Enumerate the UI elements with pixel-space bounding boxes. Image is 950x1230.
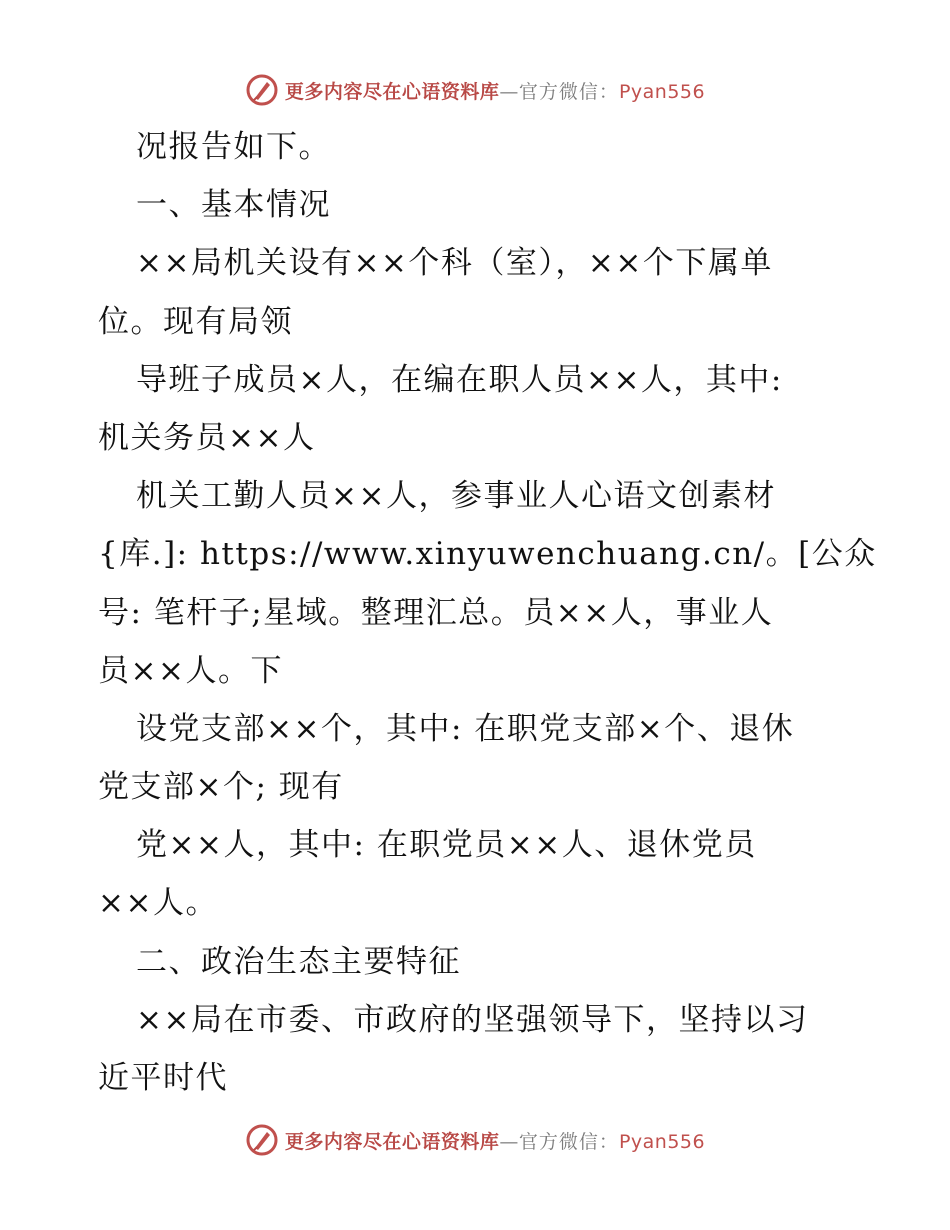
quill-pen-icon	[245, 1123, 279, 1157]
banner-wechat-handle: Pyan556	[618, 1130, 706, 1153]
banner-wechat-label: 官方微信：	[518, 80, 619, 103]
document-body	[98, 118, 877, 1107]
banner-title: 更多内容尽在心语资料库	[284, 80, 500, 103]
text-line: ××局机关设有××个科（室），××个下属单	[136, 245, 773, 282]
text-line: 机关务员××人	[98, 419, 316, 456]
banner-wechat-label: 官方微信：	[518, 1130, 619, 1153]
text-line: 位。现有局领	[98, 303, 293, 340]
banner-text	[285, 77, 705, 104]
section-heading: 二、政治生态主要特征	[136, 943, 461, 980]
quill-pen-icon	[245, 73, 279, 107]
text-line: 员××人。下	[98, 652, 283, 689]
text-line: 设党支部××个，其中: 在职党支部×个、退休	[136, 710, 795, 747]
section-heading: 一、基本情况	[136, 187, 331, 224]
text-line: {库.]: https://www.xinyuwenchuang.cn/。[公众	[98, 536, 877, 573]
banner-wechat-handle: Pyan556	[618, 80, 706, 103]
text-line: 近平时代	[98, 1060, 228, 1096]
banner-separator: —	[499, 80, 519, 103]
text-line: 况报告如下。	[136, 129, 331, 165]
text-line: 党支部×个; 现有	[98, 769, 344, 806]
footer-banner	[0, 1120, 950, 1160]
text-line: ××人。	[98, 885, 218, 922]
text-line: 号: 笔杆子;星域。整理汇总。员××人，事业人	[98, 594, 774, 631]
banner-separator: —	[499, 1130, 519, 1153]
banner-title: 更多内容尽在心语资料库	[284, 1130, 500, 1153]
text-line: 机关工勤人员××人，参事业人心语文创素材	[136, 478, 776, 515]
text-line: ××局在市委、市政府的坚强领导下，坚持以习	[136, 1001, 809, 1038]
text-line: 导班子成员×人，在编在职人员××人，其中:	[136, 361, 783, 398]
header-banner	[0, 70, 950, 110]
banner-text	[285, 1127, 705, 1154]
text-line: 党××人，其中: 在职党员××人、退休党员	[136, 827, 757, 864]
